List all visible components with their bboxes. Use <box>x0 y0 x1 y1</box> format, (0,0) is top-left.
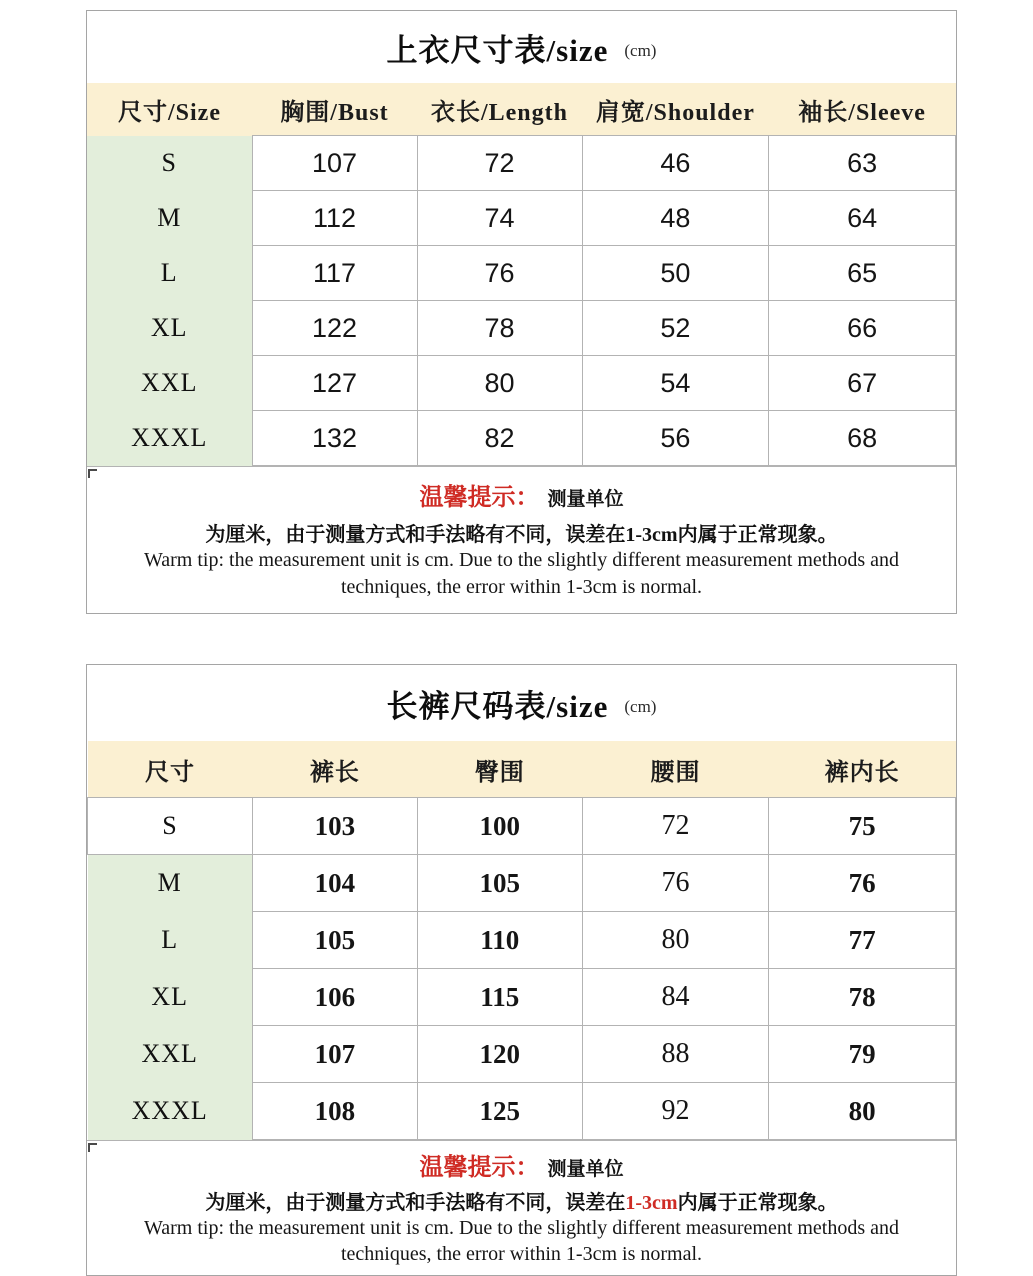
value-cell: 79 <box>769 1026 956 1083</box>
tip-sublabel: 测量单位 <box>547 489 624 510</box>
tip-cn-pre: 为厘米，由于测量方式和手法略有不同，误差在 <box>205 1192 626 1214</box>
value-cell: 67 <box>769 356 956 411</box>
value-cell: 64 <box>769 191 956 246</box>
size-cell: XL <box>88 969 253 1026</box>
value-cell: 68 <box>769 411 956 466</box>
value-cell: 92 <box>582 1083 769 1140</box>
size-cell: XXXL <box>87 411 252 466</box>
column-header-size: 尺寸 <box>88 741 253 798</box>
value-cell: 88 <box>582 1026 769 1083</box>
value-cell: 76 <box>769 855 956 912</box>
column-header-pants-length: 裤长 <box>252 741 417 798</box>
tip-cn-post: 内属于正常现象。 <box>677 1192 838 1214</box>
value-cell: 76 <box>417 246 582 301</box>
value-cell: 66 <box>769 301 956 356</box>
top-table-title-text: 上衣尺寸表/size <box>386 32 609 68</box>
column-header-shoulder: 肩宽/Shoulder <box>582 83 769 136</box>
value-cell: 105 <box>417 855 582 912</box>
size-cell: L <box>87 246 252 301</box>
size-cell: XXL <box>88 1026 253 1083</box>
size-cell: M <box>87 191 252 246</box>
value-cell: 77 <box>769 912 956 969</box>
table-row <box>88 855 956 912</box>
value-cell: 72 <box>417 136 582 191</box>
value-cell: 108 <box>252 1083 417 1140</box>
tip-heading <box>97 477 946 512</box>
pants-table-body <box>88 798 956 1140</box>
value-cell: 56 <box>582 411 769 466</box>
value-cell: 75 <box>769 798 956 855</box>
value-cell: 107 <box>252 1026 417 1083</box>
size-cell: S <box>87 136 252 191</box>
value-cell: 63 <box>769 136 956 191</box>
table-row <box>87 356 956 411</box>
corner-artifact <box>88 469 97 478</box>
value-cell: 100 <box>417 798 582 855</box>
tip-label-red: 温馨提示： <box>419 485 540 511</box>
value-cell: 115 <box>417 969 582 1026</box>
value-cell: 107 <box>252 136 417 191</box>
size-cell: XL <box>87 301 252 356</box>
tip-line-en-1: Warm tip: the measurement unit is cm. Due to the slightly different measurement methods and <box>143 549 900 571</box>
column-header-bust: 胸围/Bust <box>252 83 417 136</box>
column-header-inseam: 裤内长 <box>769 741 956 798</box>
table-row <box>87 136 956 191</box>
corner-artifact <box>88 1143 97 1152</box>
table-row <box>88 969 956 1026</box>
value-cell: 120 <box>417 1026 582 1083</box>
table-row <box>87 191 956 246</box>
tip-heading <box>97 1147 946 1182</box>
table-header-row <box>88 741 956 798</box>
value-cell: 46 <box>582 136 769 191</box>
top-size-table <box>87 83 956 466</box>
value-cell: 50 <box>582 246 769 301</box>
value-cell: 117 <box>252 246 417 301</box>
size-cell: L <box>88 912 253 969</box>
tip-line-en-2: techniques, the error within 1-3cm is normal. <box>340 576 702 598</box>
table-header-row <box>87 83 956 136</box>
warm-tip-top <box>87 466 956 613</box>
tip-line-en-1: Warm tip: the measurement unit is cm. Due to the slightly different measurement methods and <box>143 1217 900 1239</box>
value-cell: 105 <box>252 912 417 969</box>
table-row <box>88 798 956 855</box>
value-cell: 84 <box>582 969 769 1026</box>
value-cell: 132 <box>252 411 417 466</box>
value-cell: 54 <box>582 356 769 411</box>
table-row <box>87 301 956 356</box>
pants-size-table-panel <box>86 664 957 1276</box>
pants-table-unit-label: (cm) <box>624 696 657 716</box>
value-cell: 112 <box>252 191 417 246</box>
value-cell: 106 <box>252 969 417 1026</box>
pants-table-header <box>88 741 956 798</box>
value-cell: 82 <box>417 411 582 466</box>
value-cell: 103 <box>252 798 417 855</box>
table-row <box>88 912 956 969</box>
value-cell: 72 <box>582 798 769 855</box>
tip-cn-pre: 为厘米，由于测量方式和手法略有不同，误差在1-3cm内属于正常现象。 <box>205 524 838 546</box>
value-cell: 80 <box>582 912 769 969</box>
tip-line-cn <box>97 1186 946 1215</box>
value-cell: 52 <box>582 301 769 356</box>
table-row <box>88 1083 956 1140</box>
size-cell: S <box>88 798 253 855</box>
size-cell: M <box>88 855 253 912</box>
top-table-title <box>87 11 956 83</box>
value-cell: 127 <box>252 356 417 411</box>
value-cell: 122 <box>252 301 417 356</box>
value-cell: 48 <box>582 191 769 246</box>
pants-size-table <box>87 741 956 1140</box>
value-cell: 80 <box>417 356 582 411</box>
tip-label-red: 温馨提示： <box>419 1155 540 1181</box>
top-size-table-panel <box>86 10 957 614</box>
value-cell: 125 <box>417 1083 582 1140</box>
column-header-length: 衣长/Length <box>417 83 582 136</box>
column-header-sleeve: 袖长/Sleeve <box>769 83 956 136</box>
value-cell: 65 <box>769 246 956 301</box>
tip-sublabel: 测量单位 <box>547 1159 624 1180</box>
column-header-hip: 臀围 <box>417 741 582 798</box>
pants-table-title <box>87 665 956 741</box>
tip-cn-red: 1-3cm <box>625 1192 678 1214</box>
value-cell: 74 <box>417 191 582 246</box>
tip-line-cn <box>97 518 946 547</box>
value-cell: 76 <box>582 855 769 912</box>
value-cell: 78 <box>417 301 582 356</box>
value-cell: 80 <box>769 1083 956 1140</box>
size-cell: XXXL <box>88 1083 253 1140</box>
value-cell: 110 <box>417 912 582 969</box>
column-header-waist: 腰围 <box>582 741 769 798</box>
table-row <box>88 1026 956 1083</box>
value-cell: 78 <box>769 969 956 1026</box>
table-row <box>87 411 956 466</box>
size-cell: XXL <box>87 356 252 411</box>
tip-line-en-2: techniques, the error within 1-3cm is normal. <box>340 1243 702 1265</box>
top-table-body <box>87 136 956 466</box>
pants-table-title-text: 长裤尺码表/size <box>386 688 609 724</box>
top-table-header <box>87 83 956 136</box>
column-header-size: 尺寸/Size <box>87 83 252 136</box>
top-table-unit-label: (cm) <box>624 40 657 60</box>
table-row <box>87 246 956 301</box>
value-cell: 104 <box>252 855 417 912</box>
warm-tip-bottom <box>87 1140 956 1275</box>
